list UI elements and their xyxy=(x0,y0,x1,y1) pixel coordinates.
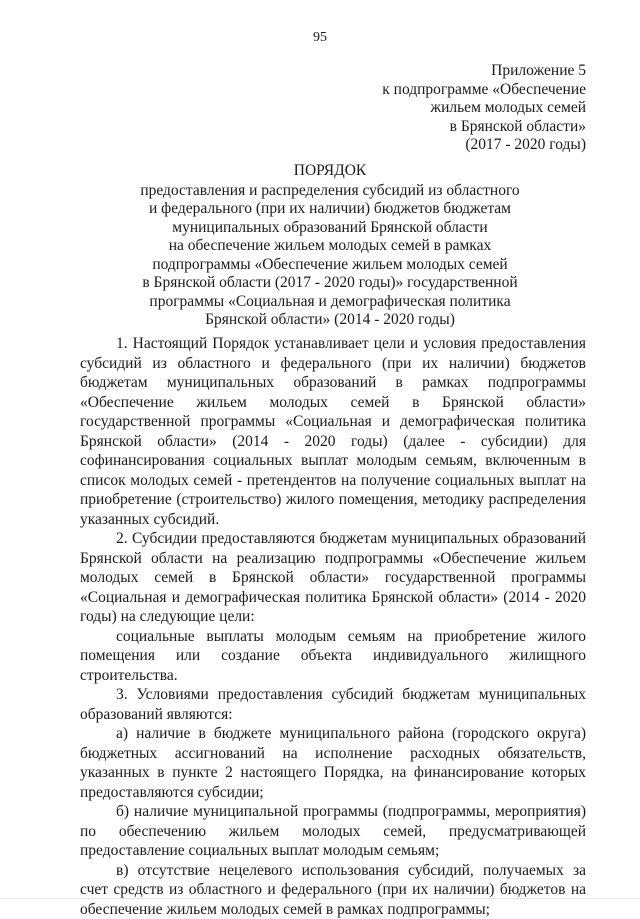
appendix-line: в Брянской области» xyxy=(382,118,586,137)
subtitle-line: и федерального (при их наличии) бюджетов бюджетам xyxy=(80,200,580,219)
subtitle-line: на обеспечение жильем молодых семей в рамках xyxy=(80,237,580,256)
subtitle-line: в Брянской области (2017 - 2020 годы)» государственной xyxy=(80,274,580,293)
paragraph-3: 3. Условиями предоставления субсидий бюджетам муниципальных образований являются: xyxy=(80,685,586,724)
subtitle-line: подпрограммы «Обеспечение жильем молодых семей xyxy=(80,256,580,275)
appendix-line: Приложение 5 xyxy=(382,62,586,81)
subtitle-line: Брянской области» (2014 - 2020 годы) xyxy=(80,311,580,330)
paragraph-2: 2. Субсидии предоставляются бюджетам муниципальных образований Брянской области на реализацию подпрограммы «Обеспечение жильем молодых семей в Брянской области» государственной программы «Социальная и демографическая политика Брянской области» (2014 - 2020 годы) на следующие цели: xyxy=(80,529,586,627)
page-number: 95 xyxy=(0,30,640,46)
appendix-line: жильем молодых семей xyxy=(382,99,586,118)
condition-c: в) отсутствие нецелевого использования субсидий, получаемых за счет средств из областного и федерального (при их наличии) бюджетов на обеспечение жильем молодых семей в рамках подпрограммы; xyxy=(80,861,586,919)
document-title: ПОРЯДОК xyxy=(80,162,580,181)
paragraph-2-target: социальные выплаты молодым семьям на приобретение жилого помещения или создание объекта индивидуального жилищного строительства. xyxy=(80,627,586,686)
subtitle-line: муниципальных образований Брянской области xyxy=(80,219,580,238)
document-title-block xyxy=(80,162,580,330)
appendix-line: к подпрограмме «Обеспечение xyxy=(382,81,586,100)
scan-edge-divider xyxy=(0,898,640,899)
document-body xyxy=(80,334,586,919)
appendix-line: (2017 - 2020 годы) xyxy=(382,136,586,155)
paragraph-1: 1. Настоящий Порядок устанавливает цели и условия предоставления субсидий из областного и федерального (при их наличии) бюджетов бюджетам муниципальных образований в рамках подпрограммы «Обеспечение жильем молодых семей в Брянской области» государственной программы «Социальная и демографическая политика Брянской области» (2014 - 2020 годы) (далее - субсидии) для софинансирования социальных выплат молодым семьям, включенным в список молодых семей - претендентов на получение социальных выплат на приобретение (строительство) жилого помещения, методику распределения указанных субсидий. xyxy=(80,334,586,529)
condition-a: а) наличие в бюджете муниципального района (городского округа) бюджетных ассигнований на исполнение расходных обязательств, указанных в пункте 2 настоящего Порядка, на финансирование которых предоставляются субсидии; xyxy=(80,724,586,802)
appendix-reference xyxy=(382,62,586,155)
subtitle-line: предоставления и распределения субсидий из областного xyxy=(80,182,580,201)
condition-b: б) наличие муниципальной программы (подпрограммы, мероприятия) по обеспечению жильем молодых семей, предусматривающей предоставление социальных выплат молодым семьям; xyxy=(80,802,586,861)
subtitle-line: программы «Социальная и демографическая политика xyxy=(80,293,580,312)
